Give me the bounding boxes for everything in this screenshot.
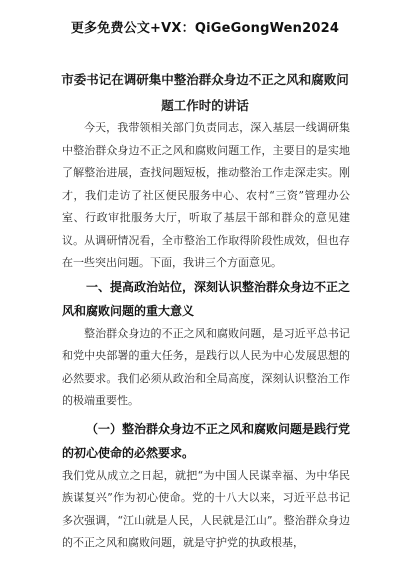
document-body	[62, 117, 350, 555]
watermark-header: 更多免费公文+VX：QiGeGongWen2024	[70, 21, 340, 36]
subsection-1-paragraph: 我们党从成立之日起，就把“为中国人民谋幸福、为中华民族谋复兴”作为初心使命。党的十八大以来，习近平总书记多次强调，“江山就是人民，人民就是江山”。整治群众身边的不正之风和腐败问题，就是守护党的执政根基，	[62, 468, 350, 549]
section-1-paragraph: 整治群众身边的不正之风和腐败问题，是习近平总书记和党中央部署的重大任务，是践行以人民为中心发展思想的必然要求。我们必须从政治和全局高度，深刻认识整治工作的极端重要性。	[62, 326, 350, 407]
intro-paragraph: 今天，我带领相关部门负责同志，深入基层一线调研集中整治群众身边不正之风和腐败问题工作，主要目的是实地了解整治进展，查找问题短板，推动整治工作走深走实。刚才，我们走访了社区便民服务中心、农村“三资”管理办公室、行政审批服务大厅，听取了基层干部和群众的意见建议。从调研情况看，全市整治工作取得阶段性成效，但也存在一些突出问题。下面，我讲三个方面意见。	[62, 121, 350, 269]
section-heading-1: 一、提高政治站位，深刻认识整治群众身边不正之风和腐败问题的重大意义	[62, 279, 351, 318]
subsection-heading-1: （一）整治群众身边不正之风和腐败问题是践行党的初心使命的必然要求。	[62, 421, 351, 460]
document-title: 市委书记在调研集中整治群众身边不正之风和腐败问题工作时的讲话	[61, 72, 349, 113]
